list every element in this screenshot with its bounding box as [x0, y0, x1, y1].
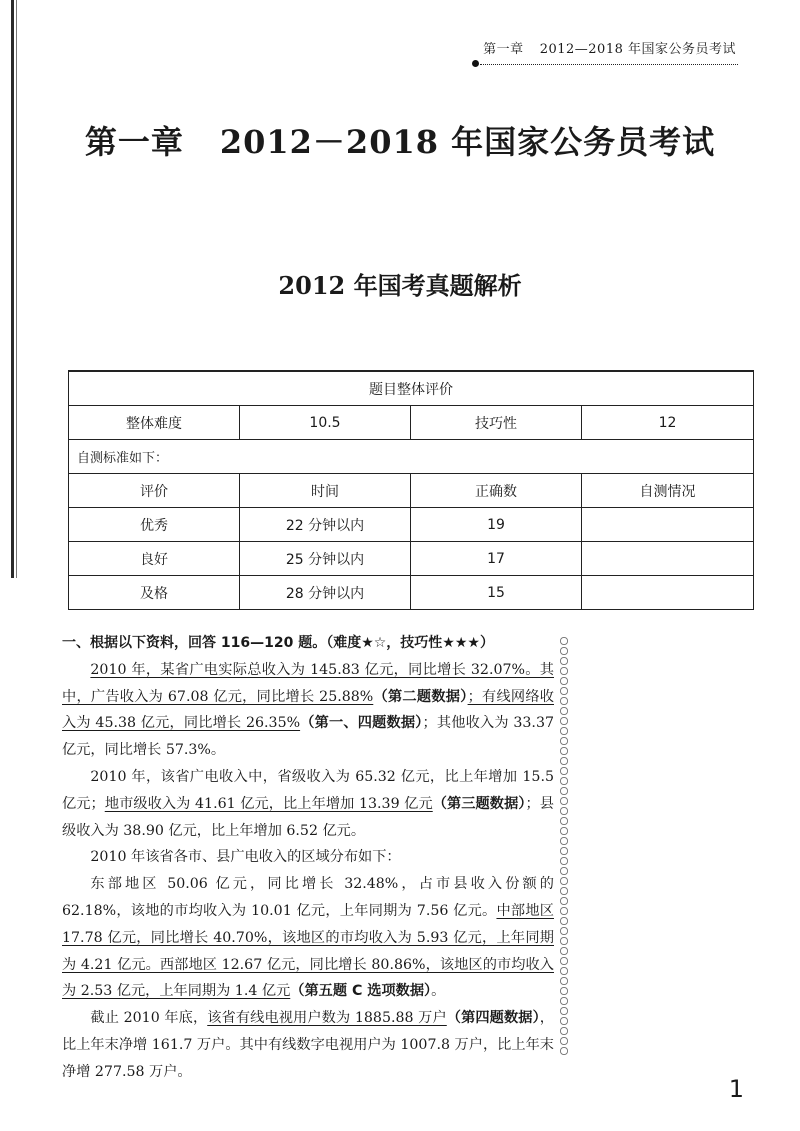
underlined-text: 中部地区 17.78 亿元，同比增长 40.70%，该地区的市均收入为 5.93 亿元，上年同期为 4.21 亿元。西部地区 12.67 亿元，同比增长 80.86%，该地区的市均收入为 2.53 亿元，上年同期为 1.4 亿元 [62, 902, 554, 1000]
paragraph-text: ，比上年末净增 161.7 万户。其中有线数字电视用户为 1007.8 万户，比上年末净增 277.58 万户。 [62, 1010, 554, 1080]
material-paragraph [62, 657, 554, 764]
table-row [69, 508, 754, 542]
header-dot [472, 60, 479, 67]
grade-cell: 良好 [69, 542, 240, 576]
question-reference: （第二题数据） [373, 688, 468, 705]
wavy-divider [560, 636, 568, 1056]
underlined-text: 地市级收入为 41.61 亿元，比上年增加 13.39 亿元 [104, 795, 433, 812]
question-material [62, 630, 554, 1086]
question-reference: （第五题 C 选项数据） [290, 983, 432, 1000]
table-row [69, 576, 754, 610]
running-header [483, 38, 736, 57]
underlined-text: 该省有线电视用户数为 1885.88 万户 [207, 1010, 447, 1027]
header-cell: 自测情况 [582, 474, 754, 508]
time-cell: 28 分钟以内 [240, 576, 411, 610]
skill-label: 技巧性 [411, 406, 582, 440]
paragraph-text: ；县级收入为 38.90 亿元，比上年增加 6.52 亿元。 [62, 795, 554, 839]
correct-cell: 19 [411, 508, 582, 542]
material-paragraph [62, 764, 554, 844]
self-check-cell [582, 576, 754, 610]
chapter-label: 第一章 [84, 123, 184, 161]
paragraph-text: 2010 年，该省广电收入中，省级收入为 65.32 亿元，比上年增加 15.5 亿元； [62, 768, 554, 812]
chapter-title [0, 117, 800, 163]
correct-cell: 17 [411, 542, 582, 576]
question-reference: （第三题数据） [432, 795, 526, 812]
self-check-cell [582, 508, 754, 542]
paragraph-text: ；其他收入为 33.37 亿元，同比增长 57.3%。 [62, 715, 554, 759]
paragraph-text: 。 [431, 983, 446, 1000]
header-cell: 评价 [69, 474, 240, 508]
section-title: 2012 年国考真题解析 [278, 271, 522, 300]
underlined-text: 2010 年，某省广电实际总收入为 145.83 亿元，同比增长 32.07%。其中，广告收入为 67.08 亿元，同比增长 25.88% [62, 661, 554, 705]
running-header-title: 2012—2018 年国家公务员考试 [539, 42, 736, 57]
paragraph-text: 东部地区 50.06 亿元，同比增长 32.48%，占市县收入份额的 62.18%，该地的市均收入为 10.01 亿元，上年同期为 7.56 亿元。 [62, 876, 554, 919]
question-heading: 一、根据以下资料，回答 116—120 题。（难度★☆，技巧性★★★） [62, 635, 494, 651]
self-check-cell [582, 542, 754, 576]
paragraph-text: 截止 2010 年底， [90, 1010, 208, 1027]
header-rule [480, 64, 738, 65]
skill-value: 12 [582, 406, 754, 440]
overall-difficulty-value: 10.5 [240, 406, 411, 440]
evaluation-table [68, 370, 754, 610]
overall-difficulty-label: 整体难度 [69, 406, 240, 440]
material-paragraph [62, 1005, 554, 1085]
table-caption: 题目整体评价 [69, 371, 754, 406]
page-number: 1 [728, 1075, 744, 1103]
question-reference: （第一、四题数据） [300, 715, 423, 732]
running-header-chapter: 第一章 [483, 42, 524, 57]
time-cell: 22 分钟以内 [240, 508, 411, 542]
underlined-text: ；有线网络收入为 45.38 亿元，同比增长 26.35% [62, 688, 554, 732]
chapter-title-text: 2012－2018 年国家公务员考试 [219, 123, 716, 161]
time-cell: 25 分钟以内 [240, 542, 411, 576]
correct-cell: 15 [411, 576, 582, 610]
header-cell: 时间 [240, 474, 411, 508]
header-cell: 正确数 [411, 474, 582, 508]
grade-cell: 及格 [69, 576, 240, 610]
question-reference: （第四题数据） [446, 1010, 540, 1027]
grade-cell: 优秀 [69, 508, 240, 542]
standard-note: 自测标准如下： [69, 440, 754, 474]
material-paragraph: 2010 年该省各市、县广电收入的区域分布如下： [90, 849, 401, 866]
material-paragraph [62, 871, 554, 1005]
table-row [69, 542, 754, 576]
